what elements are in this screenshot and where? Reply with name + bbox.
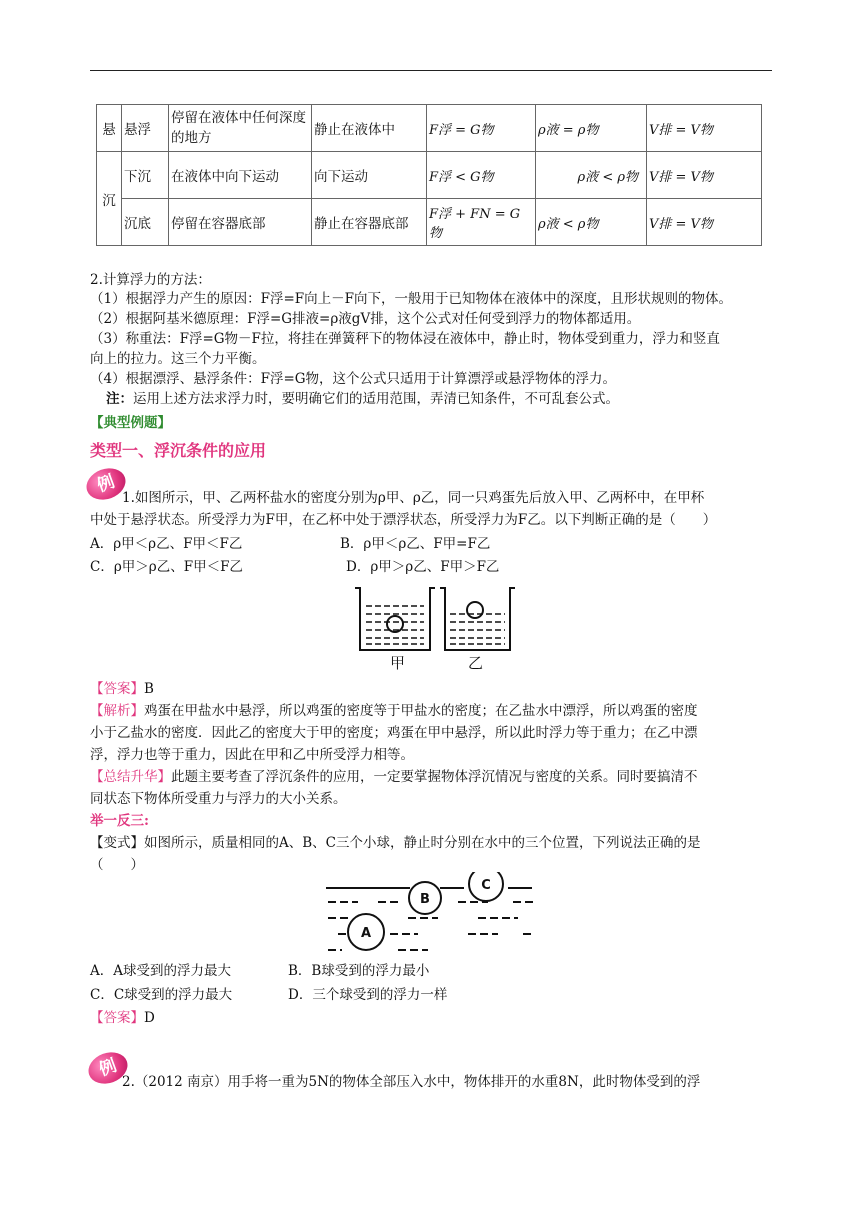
method-2: （2）根据阿基米德原理：F浮=G排液=ρ液gV排，这个公式对任何受到浮力的物体都适用。 bbox=[90, 311, 641, 327]
answer-value: D bbox=[144, 1010, 155, 1026]
force-cell: F浮 = G物 bbox=[427, 105, 536, 152]
example-badge: 例 bbox=[82, 463, 130, 505]
method-note bbox=[106, 390, 619, 408]
type1-heading: 类型一、浮沉条件的应用 bbox=[90, 441, 267, 460]
density-cell: ρ液 = ρ物 bbox=[536, 105, 647, 152]
beaker-yi bbox=[440, 588, 515, 650]
method-1: （1）根据浮力产生的原因：F浮=F向上－F向下，一般用于已知物体在液体中的深度，且形状规则的物体。 bbox=[90, 291, 733, 307]
volume-cell: V排 = V物 bbox=[647, 152, 762, 199]
section-label: 【典型例题】 bbox=[90, 415, 171, 431]
q1-analysis-1 bbox=[90, 702, 698, 720]
table-row bbox=[97, 152, 762, 199]
beaker-jia-label: 甲 bbox=[390, 654, 406, 670]
q2-line1: 2.（2012 南京）用手将一重为5N的物体全部压入水中，物体排开的水重8N，此时物体受到的浮 bbox=[122, 1074, 701, 1090]
variant-label: 【变式】 bbox=[90, 835, 144, 851]
method-3b: 向上的拉力。这三个力平衡。 bbox=[90, 351, 266, 367]
motion-cell: 静止在容器底部 bbox=[312, 199, 427, 246]
position-cell: 停留在液体中任何深度的地方 bbox=[169, 105, 312, 152]
force-cell: F浮 + FN = G物 bbox=[427, 199, 536, 246]
method-4: （4）根据漂浮、悬浮条件：F浮=G物，这个公式只适用于计算漂浮或悬浮物体的浮力。 bbox=[90, 371, 617, 387]
buoyancy-states-table bbox=[96, 104, 762, 246]
state-cell: 沉底 bbox=[122, 199, 169, 246]
beaker-yi-label: 乙 bbox=[468, 654, 484, 670]
note-label: 注： bbox=[106, 391, 133, 407]
variant-line2: （ ） bbox=[90, 857, 144, 873]
variant-option-d: D．三个球受到的浮力一样 bbox=[288, 987, 448, 1003]
motion-cell: 静止在液体中 bbox=[312, 105, 427, 152]
table-row bbox=[97, 105, 762, 152]
variant-answer bbox=[90, 1009, 155, 1027]
q1-option-d: D．ρ甲＞ρ乙、F甲＞F乙 bbox=[346, 559, 500, 575]
q1-analysis-3: 浮，浮力也等于重力，因此在甲和乙中所受浮力相等。 bbox=[90, 747, 414, 763]
answer-label: 【答案】 bbox=[90, 1010, 144, 1026]
ball-c bbox=[469, 872, 503, 901]
header-rule bbox=[90, 70, 772, 71]
group-cell: 沉 bbox=[97, 152, 122, 246]
q1-line2: 中处于悬浮状态。所受浮力为F甲，在乙杯中处于漂浮状态，所受浮力为F乙。以下判断正确的是（ ） bbox=[90, 512, 717, 528]
position-cell: 在液体中向下运动 bbox=[169, 152, 312, 199]
analysis-label: 【解析】 bbox=[90, 703, 144, 719]
ball-a bbox=[348, 914, 384, 950]
q1-line1: 1.如图所示，甲、乙两杯盐水的密度分别为ρ甲、ρ乙，同一只鸡蛋先后放入甲、乙两杯中，在甲杯 bbox=[122, 490, 705, 506]
balls-figure bbox=[318, 872, 538, 960]
summary-text: 此题主要考查了浮沉条件的应用，一定要掌握物体浮沉情况与密度的关系。同时要搞清不 bbox=[171, 769, 698, 785]
variant-option-c: C．C球受到的浮力最大 bbox=[90, 987, 233, 1003]
summary-label: 【总结升华】 bbox=[90, 769, 171, 785]
example-badge: 例 bbox=[84, 1047, 132, 1089]
variant-option-b: B．B球受到的浮力最小 bbox=[288, 963, 430, 979]
position-cell: 停留在容器底部 bbox=[169, 199, 312, 246]
variant-line1 bbox=[90, 834, 701, 852]
q1-option-a: A．ρ甲＜ρ乙、F甲＜F乙 bbox=[90, 536, 243, 552]
group-cell: 悬 bbox=[97, 105, 122, 152]
analysis-text: 鸡蛋在甲盐水中悬浮，所以鸡蛋的密度等于甲盐水的密度；在乙盐水中漂浮，所以鸡蛋的密度 bbox=[144, 703, 698, 719]
state-cell: 悬浮 bbox=[122, 105, 169, 152]
q1-option-c: C．ρ甲＞ρ乙、F甲＜F乙 bbox=[90, 559, 243, 575]
volume-cell: V排 = V物 bbox=[647, 105, 762, 152]
ball-a-label: A bbox=[360, 926, 372, 941]
ball-b bbox=[409, 882, 441, 914]
variant-heading: 举一反三: bbox=[90, 813, 149, 829]
ball-b-label: B bbox=[420, 892, 430, 907]
variant-option-a: A．A球受到的浮力最大 bbox=[90, 963, 231, 979]
density-cell: ρ液 < ρ物 bbox=[536, 199, 647, 246]
beakers-figure bbox=[350, 580, 520, 670]
q1-answer bbox=[90, 680, 154, 698]
motion-cell: 向下运动 bbox=[312, 152, 427, 199]
note-text: 运用上述方法求浮力时，要明确它们的适用范围，弄清已知条件，不可乱套公式。 bbox=[133, 391, 619, 407]
method-3a: （3）称重法：F浮=G物－F拉，将挂在弹簧秤下的物体浸在液体中，静止时，物体受到重力，浮力和竖直 bbox=[90, 331, 720, 347]
q1-option-b: B．ρ甲＜ρ乙、F甲=F乙 bbox=[340, 536, 491, 552]
state-cell: 下沉 bbox=[122, 152, 169, 199]
force-cell: F浮 < G物 bbox=[427, 152, 536, 199]
density-cell: ρ液 < ρ物 bbox=[536, 152, 647, 199]
volume-cell: V排 = V物 bbox=[647, 199, 762, 246]
q1-summary-2: 同状态下物体所受重力与浮力的大小关系。 bbox=[90, 791, 347, 807]
table-row bbox=[97, 199, 762, 246]
answer-label: 【答案】 bbox=[90, 681, 144, 697]
beaker-jia bbox=[355, 588, 435, 650]
methods-title: 2.计算浮力的方法： bbox=[90, 272, 211, 288]
answer-value: B bbox=[144, 681, 154, 697]
ball-c-label: C bbox=[481, 878, 491, 893]
q1-summary-1 bbox=[90, 768, 698, 786]
variant-text: 如图所示，质量相同的A、B、C三个小球，静止时分别在水中的三个位置，下列说法正确的是 bbox=[144, 835, 701, 851]
q1-analysis-2: 小于乙盐水的密度．因此乙的密度大于甲的密度；鸡蛋在甲中悬浮，所以此时浮力等于重力；在乙中漂 bbox=[90, 725, 698, 741]
